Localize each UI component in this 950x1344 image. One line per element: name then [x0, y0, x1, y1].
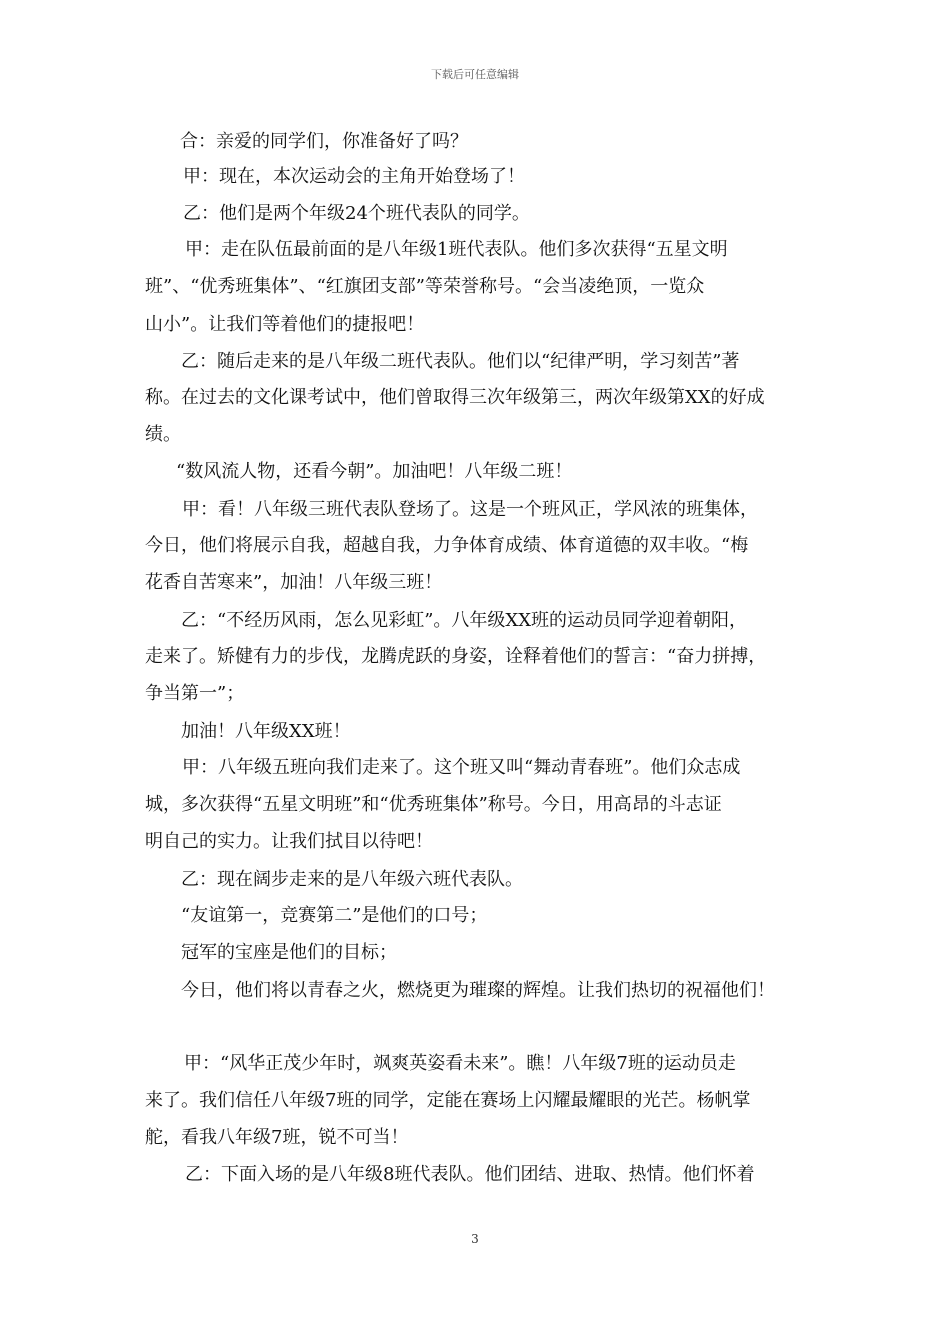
- text-line: “友谊第一，竞赛第二”是他们的口号；: [181, 905, 488, 926]
- text-line: 山小”。让我们等着他们的捷报吧！: [145, 314, 425, 335]
- text-line: 甲：现在，本次运动会的主角开始登场了！: [183, 166, 525, 187]
- text-line: 走来了。矫健有力的步伐，龙腾虎跃的身姿，诠释着他们的誓言：“奋力拼搏，: [145, 646, 767, 667]
- text-line: 来了。我们信任八年级7班的同学，定能在赛场上闪耀最耀眼的光芒。杨帆掌: [145, 1090, 751, 1111]
- page-number: 3: [471, 1232, 479, 1246]
- text-line: 乙：随后走来的是八年级二班代表队。他们以“纪律严明，学习刻苦”著: [181, 351, 740, 372]
- text-line: 甲：“风华正茂少年时，飒爽英姿看未来”。瞧！八年级7班的运动员走: [184, 1053, 736, 1074]
- text-line: 合：亲爱的同学们，你准备好了吗？: [180, 131, 468, 152]
- text-line: 甲：走在队伍最前面的是八年级1班代表队。他们多次获得“五星文明: [185, 239, 728, 260]
- text-line: 绩。: [145, 424, 181, 445]
- text-line: 甲：八年级五班向我们走来了。这个班又叫“舞动青春班”。他们众志成: [182, 757, 741, 778]
- text-line: 乙：现在阔步走来的是八年级六班代表队。: [181, 869, 523, 890]
- text-line: 甲：看！八年级三班代表队登场了。这是一个班风正，学风浓的班集体，: [182, 499, 758, 520]
- text-line: 明自己的实力。让我们拭目以待吧！: [145, 831, 433, 852]
- text-line: 舵，看我八年级7班，锐不可当！: [145, 1127, 409, 1148]
- text-line: 今日，他们将展示自我，超越自我，力争体育成绩、体育道德的双丰收。“梅: [145, 535, 749, 556]
- text-line: 今日，他们将以青春之火，燃烧更为璀璨的辉煌。让我们热切的祝福他们！: [181, 980, 775, 1001]
- text-line: 班”、“优秀班集体”、“红旗团支部”等荣誉称号。“会当凌绝顶，一览众: [145, 276, 705, 297]
- text-line: 乙：下面入场的是八年级8班代表队。他们团结、进取、热情。他们怀着: [185, 1164, 755, 1185]
- text-line: 冠军的宝座是他们的目标；: [181, 942, 397, 963]
- page-header: 下载后可任意编辑: [431, 68, 519, 81]
- text-line: 加油！八年级XX班！: [181, 721, 351, 742]
- text-line: 乙：他们是两个年级24个班代表队的同学。: [183, 203, 530, 224]
- text-line: 乙：“不经历风雨，怎么见彩虹”。八年级XX班的运动员同学迎着朝阳，: [181, 610, 748, 631]
- text-line: 花香自苦寒来”，加油！八年级三班！: [145, 572, 443, 593]
- text-line: 称。在过去的文化课考试中，他们曾取得三次年级第三，两次年级第XX的好成: [145, 387, 765, 408]
- text-line: 争当第一”；: [145, 683, 245, 704]
- text-line: “数风流人物，还看今朝”。加油吧！八年级二班！: [176, 461, 573, 482]
- text-line: 城，多次获得“五星文明班”和“优秀班集体”称号。今日，用高昂的斗志证: [145, 794, 722, 815]
